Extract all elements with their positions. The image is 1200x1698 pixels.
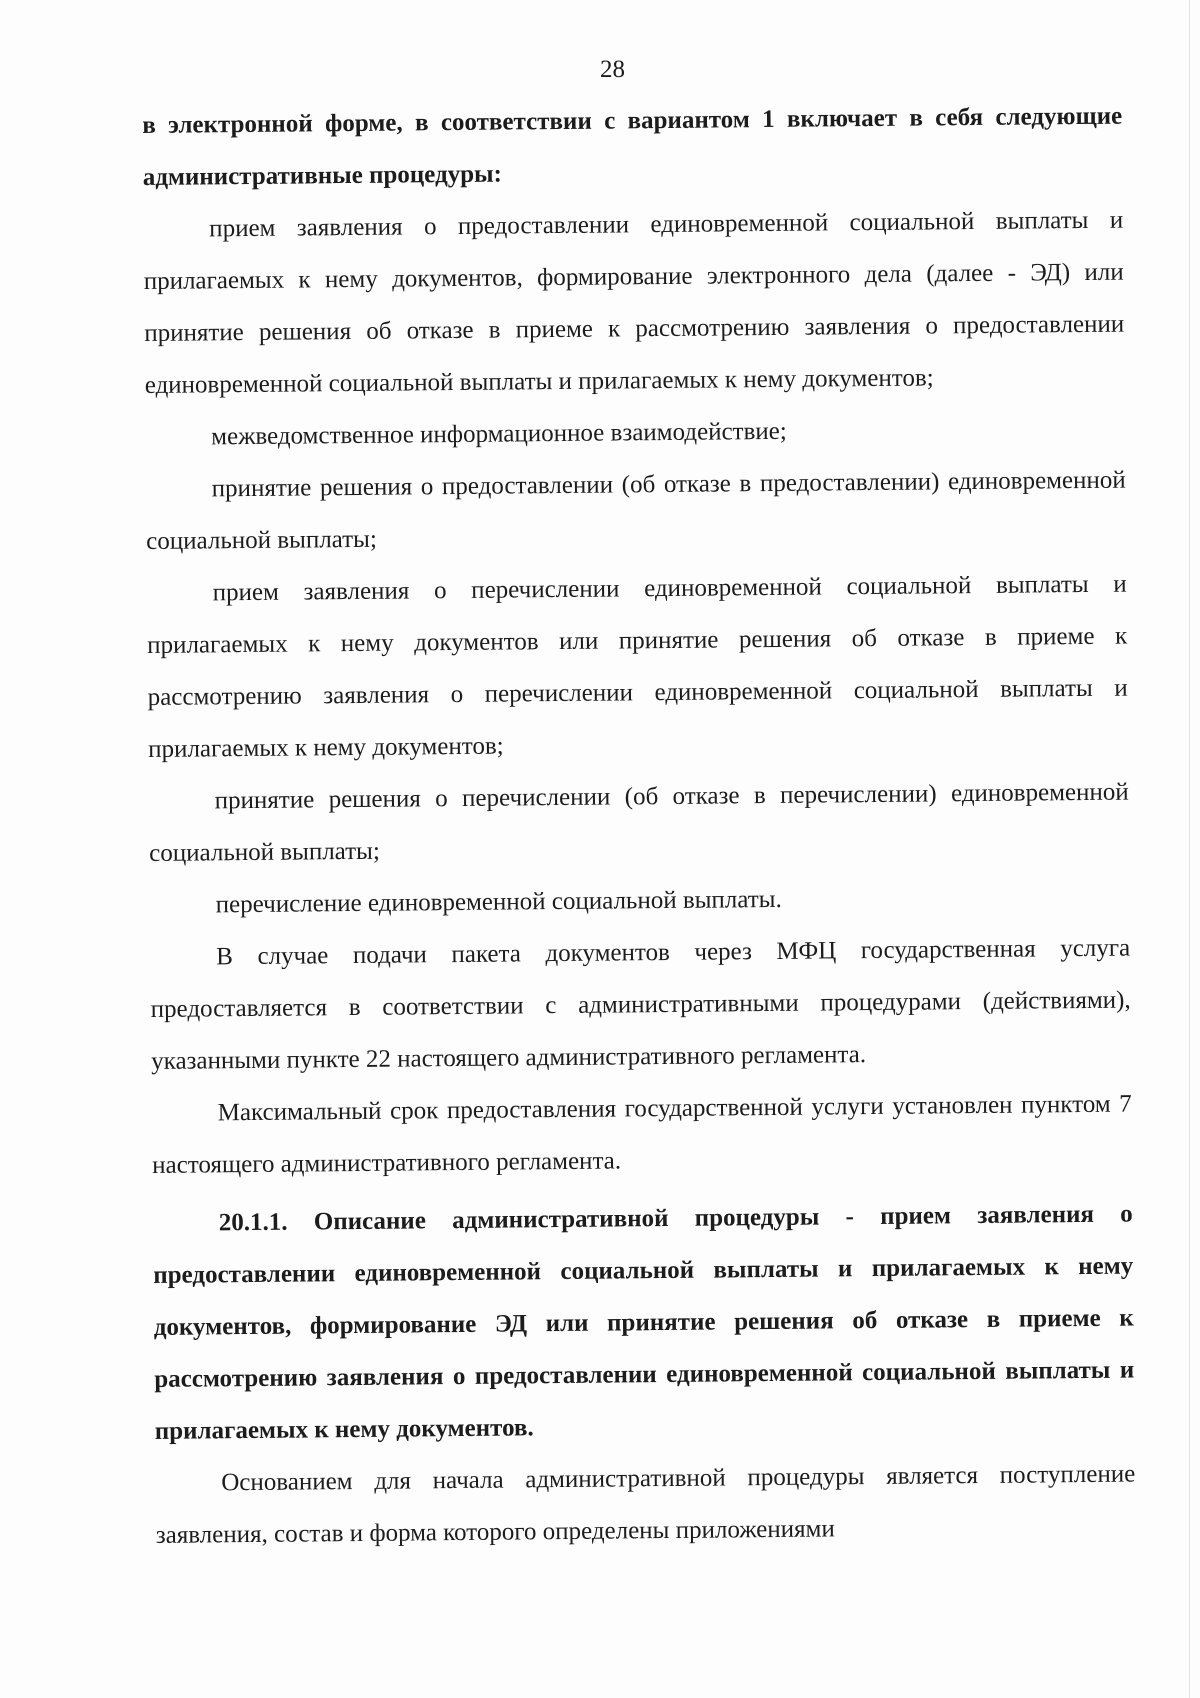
paragraph-procedure-decision: принятие решения о предоставлении (об отказе в предоставлении) единовременной социальной выплаты;	[146, 466, 1126, 555]
page-number: 28	[600, 56, 625, 83]
paragraph-mfc-case: В случае подачи пакета документов через МФЦ государственная услуга предоставляется в соответствии с административными процедурами (действиями), указанными пункте 22 настоящего административного регламента.	[150, 934, 1131, 1075]
paragraph-procedure-transfer-decision: принятие решения о перечислении (об отказе в перечислении) единовременной социальной выплаты;	[149, 778, 1129, 867]
paragraph-procedure-application-intake: прием заявления о предоставлении единовременной социальной выплаты и прилагаемых к нему документов, формирование электронного дела (далее - ЭД) или принятие решения об отказе в приеме к рассмотрению заявления о предоставлении единовременной социальной выплаты и прилагаемых к нему документов;	[143, 206, 1125, 399]
scan-edge-line	[1189, 0, 1190, 1698]
paragraph-procedures-intro: в электронной форме, в соответствии с вариантом 1 включает в себя следующие административные процедуры:	[142, 102, 1123, 191]
document-body	[142, 91, 1136, 1562]
section-heading-20-1-1: 20.1.1. Описание административной процедуры - прием заявления о предоставлении единовременной социальной выплаты и прилагаемых к нему документов, формирование ЭД или принятие решения об отказе в приеме к рассмотрению заявления о предоставлении единовременной социальной выплаты и прилагаемых к нему документов.	[153, 1200, 1135, 1445]
paragraph-procedure-transfer-application: прием заявления о перечислении единовременной социальной выплаты и прилагаемых к нему документов или принятие решения об отказе в приеме к рассмотрению заявления о перечислении единовременной социальной выплаты и прилагаемых к нему документов;	[147, 570, 1128, 763]
paragraph-procedure-basis: Основанием для начала административной процедуры является поступление заявления, состав и форма которого определены приложениями	[155, 1460, 1136, 1549]
paragraph-procedure-interagency: межведомственное информационное взаимодействие;	[211, 417, 787, 451]
paragraph-max-term: Максимальный срок предоставления государственной услуги установлен пунктом 7 настоящего административного регламента.	[152, 1090, 1132, 1179]
paragraph-procedure-transfer: перечисление единовременной социальной выплаты.	[215, 885, 782, 919]
